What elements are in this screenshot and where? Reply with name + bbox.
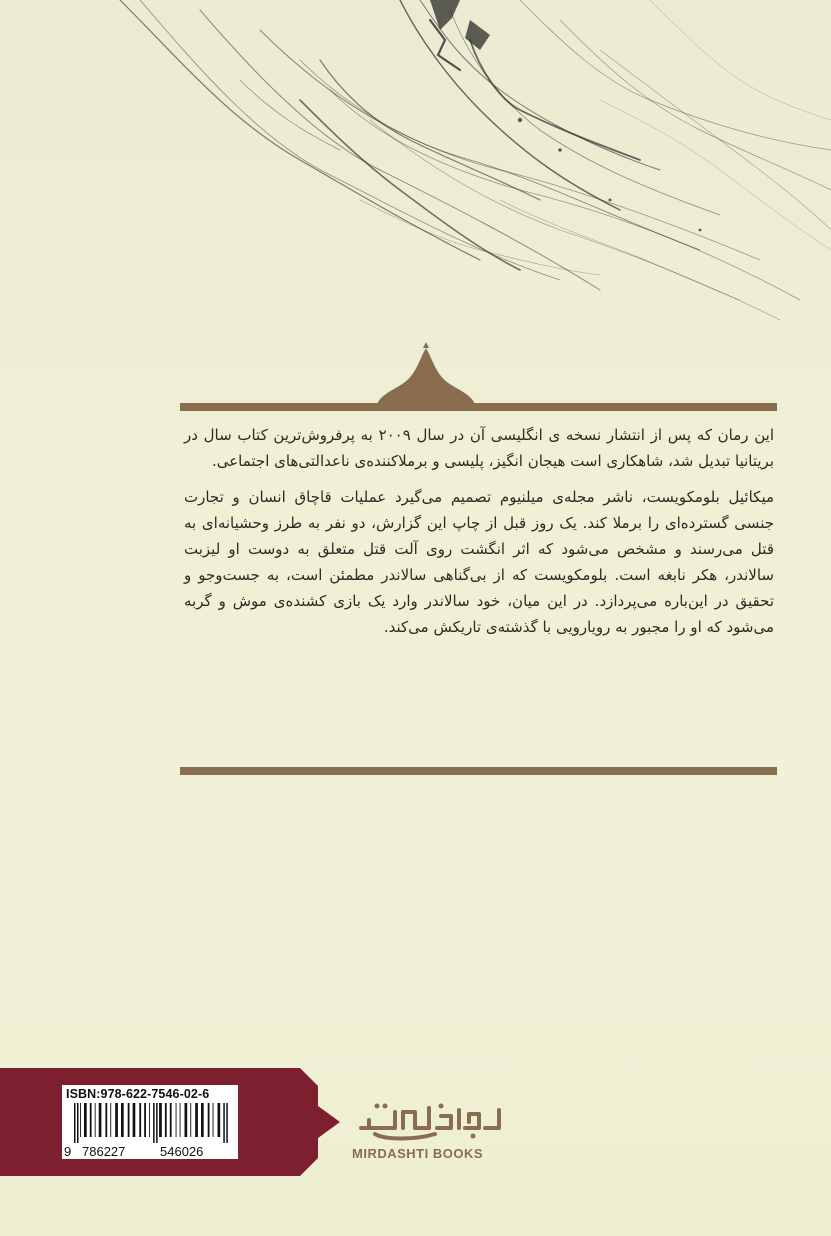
barcode-bar	[223, 1103, 225, 1143]
isbn-label: ISBN:978-622-7546-02-6	[66, 1087, 210, 1101]
barcode-bar	[159, 1103, 162, 1137]
barcode-bar	[170, 1103, 172, 1137]
barcode-digit-first: 9	[64, 1144, 72, 1159]
barcode-bar	[84, 1103, 87, 1137]
book-description	[184, 422, 774, 650]
barcode-bar	[226, 1103, 228, 1143]
barcode-bar	[149, 1103, 150, 1137]
barcode-bar	[139, 1103, 141, 1137]
ornament-rule-bottom	[180, 767, 777, 775]
barcode-bar	[176, 1103, 177, 1137]
barcode-bar	[185, 1103, 188, 1137]
ornament-rule-top	[180, 403, 777, 411]
publisher-logo	[355, 1098, 505, 1142]
ink-sketch-illustration	[0, 0, 831, 340]
barcode-bar	[128, 1103, 130, 1137]
barcode-bars	[74, 1103, 234, 1143]
barcode-bar	[105, 1103, 107, 1137]
barcode-bar	[90, 1103, 92, 1137]
barcode-bar	[74, 1103, 76, 1143]
barcode-bar	[153, 1103, 155, 1143]
barcode-bar	[208, 1103, 210, 1137]
barcode-group-right: 546026	[160, 1144, 204, 1159]
dome-ornament	[180, 340, 777, 412]
barcode-bar	[77, 1103, 79, 1143]
barcode-bar	[165, 1103, 167, 1137]
barcode-bar	[115, 1103, 118, 1137]
barcode-bar	[201, 1103, 204, 1137]
publisher-name: MIRDASHTI BOOKS	[352, 1146, 483, 1161]
barcode-bar	[218, 1103, 221, 1137]
description-paragraph-1: این رمان که پس از انتشار نسخه ی انگلیسی آن در سال ۲۰۰۹ به پرفروش‌ترین کتاب سال در بریتانیا تبدیل شد، شاهکاری است هیجان انگیز، پلیسی و برملاکننده‌ی ناعدالتی‌های اجتماعی.	[184, 426, 775, 470]
barcode-bar	[133, 1103, 136, 1137]
barcode-bar	[213, 1103, 214, 1137]
barcode-bar	[180, 1103, 181, 1137]
barcode-bar	[144, 1103, 146, 1137]
barcode-bar	[190, 1103, 191, 1137]
description-paragraph-2: میکائیل بلومکویست، ناشر مجله‌ی میلنیوم تصمیم می‌گیرد عملیات قاچاق انسان و تجارت جنسی گسترده‌ای را برملا کند. یک روز قبل از چاپ این گزارش، دو نفر به طرز وحشیانه‌ای به قتل می‌رسند و مشخص می‌شود که اثر انگشت روی آلت قتل متعلق به دوست او لیزبت سالاندر، هکر نابغه است. بلومکویست که از بی‌گناهی سالاندر مطمئن است، به جست‌وجو و تحقیق در این‌باره می‌پردازد. در این میان، خود سالاندر وارد یک بازی کشنده‌ی موش و گربه می‌شود که او را مجبور به رویارویی با گذشته‌ی تاریکش می‌کند.	[184, 488, 774, 636]
barcode-bar	[195, 1103, 198, 1137]
barcode-bar	[80, 1103, 81, 1137]
barcode	[62, 1085, 238, 1159]
barcode-bar	[110, 1103, 111, 1137]
barcode-bar	[121, 1103, 124, 1137]
barcode-bar	[156, 1103, 158, 1143]
barcode-bar	[99, 1103, 102, 1137]
barcode-group-left: 786227	[82, 1144, 126, 1159]
barcode-bar	[95, 1103, 96, 1137]
